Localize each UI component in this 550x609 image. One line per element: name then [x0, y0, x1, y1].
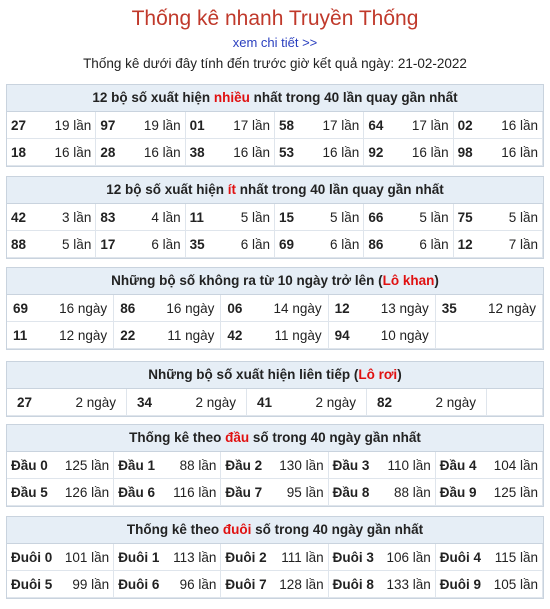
stat-key: Đầu 0	[11, 458, 48, 473]
stat-key: 02	[457, 118, 473, 133]
stat-cell	[329, 295, 436, 322]
least-frequent-grid	[7, 204, 543, 258]
stat-cell	[275, 231, 364, 258]
lo-khan-grid	[7, 295, 543, 349]
stat-count: 6 lần	[240, 237, 270, 252]
stat-cell	[329, 479, 436, 506]
stat-cell	[7, 295, 114, 322]
stat-cell	[329, 571, 436, 598]
stat-count: 2 ngày	[75, 395, 116, 410]
stat-key: Đầu 9	[439, 485, 477, 500]
lo-khan-header: Những bộ số không ra từ 10 ngày trở lên (Lô khan)	[7, 268, 543, 295]
stat-count: 12 ngày	[487, 301, 536, 316]
stat-cell	[436, 544, 543, 571]
stat-cell	[7, 139, 96, 166]
stat-count: 5 lần	[330, 210, 360, 225]
lo-roi-panel	[6, 361, 544, 417]
stat-cell	[114, 322, 221, 349]
stat-key: 97	[100, 118, 116, 133]
stat-count: 116 lần	[173, 485, 217, 500]
stat-count: 5 lần	[240, 210, 270, 225]
stat-key: Đuôi 2	[225, 550, 267, 565]
least-frequent-panel	[6, 176, 544, 259]
stat-key: Đuôi 0	[11, 550, 53, 565]
stat-cell	[114, 295, 221, 322]
least-frequent-header: 12 bộ số xuất hiện ít nhất trong 40 lần quay gần nhất	[7, 177, 543, 204]
stat-cell	[275, 204, 364, 231]
most-frequent-header: 12 bộ số xuất hiện nhiều nhất trong 40 lần quay gần nhất	[7, 85, 543, 112]
empty-cell	[487, 389, 543, 416]
stat-key: 86	[120, 301, 136, 316]
stat-cell	[329, 452, 436, 479]
stat-key: 17	[100, 237, 116, 252]
stat-count: 16 ngày	[166, 301, 215, 316]
page-title: Thống kê nhanh Truyền Thống	[131, 7, 419, 30]
stat-cell	[186, 231, 275, 258]
stat-count: 104 lần	[493, 458, 538, 473]
stat-cell	[454, 112, 543, 139]
stat-key: 28	[100, 145, 116, 160]
stat-cell	[114, 544, 221, 571]
stat-key: Đuôi 6	[118, 577, 160, 592]
stat-key: 35	[441, 301, 457, 316]
stat-cell	[221, 452, 328, 479]
stat-key: Đầu 3	[332, 458, 370, 473]
stat-count: 125 lần	[64, 458, 110, 473]
stat-key: 11	[13, 328, 28, 343]
stat-count: 16 lần	[501, 145, 538, 160]
stat-key: Đuôi 5	[11, 577, 53, 592]
view-details-link[interactable]: xem chi tiết >>	[232, 35, 318, 50]
stat-cell	[454, 139, 543, 166]
stat-key: 15	[279, 210, 295, 225]
stat-key: Đuôi 1	[118, 550, 160, 565]
stat-cell	[275, 112, 364, 139]
dau-header: Thống kê theo đầu số trong 40 ngày gần nhất	[7, 425, 543, 452]
dau-panel	[6, 424, 544, 507]
stat-count: 111 lần	[281, 550, 324, 565]
stat-count: 6 lần	[151, 237, 181, 252]
stat-key: 34	[137, 395, 153, 410]
dau-grid	[7, 452, 543, 506]
stat-cell	[436, 571, 543, 598]
stat-cell	[221, 295, 328, 322]
stat-cell	[329, 544, 436, 571]
lo-roi-grid	[7, 389, 543, 416]
stat-key: 18	[11, 145, 27, 160]
stat-key: 82	[377, 395, 393, 410]
stat-key: 69	[13, 301, 29, 316]
stat-cell	[186, 139, 275, 166]
stat-count: 133 lần	[386, 577, 431, 592]
stat-cell	[221, 322, 328, 349]
stat-count: 6 lần	[330, 237, 360, 252]
stat-count: 14 ngày	[273, 301, 322, 316]
stat-cell	[186, 204, 275, 231]
stat-count: 4 lần	[151, 210, 181, 225]
stat-count: 17 lần	[411, 118, 449, 133]
stat-cell	[114, 479, 221, 506]
stat-count: 99 lần	[72, 577, 110, 592]
stat-cell	[7, 231, 96, 258]
stat-key: 11	[189, 210, 204, 225]
stat-cell	[454, 204, 543, 231]
stat-count: 16 lần	[411, 145, 449, 160]
stat-count: 16 lần	[501, 118, 538, 133]
stat-cell	[367, 389, 487, 416]
stat-cell	[7, 112, 96, 139]
stat-cell	[436, 479, 543, 506]
stat-count: 106 lần	[386, 550, 431, 565]
stat-key: Đuôi 7	[225, 577, 267, 592]
stat-key: 92	[368, 145, 384, 160]
stat-key: 42	[11, 210, 27, 225]
stat-count: 5 lần	[419, 210, 449, 225]
stat-cell	[454, 231, 543, 258]
stat-key: 22	[120, 328, 136, 343]
stat-key: 98	[457, 145, 473, 160]
empty-cell	[436, 322, 543, 349]
stat-count: 115 lần	[494, 550, 538, 565]
stat-count: 88 lần	[394, 485, 431, 500]
stat-cell	[7, 452, 114, 479]
stat-count: 130 lần	[279, 458, 324, 473]
stat-key: 66	[368, 210, 384, 225]
stat-key: 53	[279, 145, 295, 160]
stat-key: 35	[189, 237, 205, 252]
stat-key: Đầu 7	[225, 485, 263, 500]
stat-cell	[275, 139, 364, 166]
stat-count: 11 ngày	[274, 328, 322, 343]
stat-cell	[7, 389, 127, 416]
stat-cell	[247, 389, 367, 416]
stat-count: 5 lần	[62, 237, 92, 252]
stat-key: Đầu 2	[225, 458, 263, 473]
stat-cell	[186, 112, 275, 139]
stat-count: 11 ngày	[167, 328, 215, 343]
stat-key: 86	[368, 237, 384, 252]
stat-key: 38	[189, 145, 205, 160]
stat-count: 110 lần	[387, 458, 431, 473]
stat-cell	[436, 295, 543, 322]
duoi-grid	[7, 544, 543, 598]
most-frequent-panel	[6, 84, 544, 167]
stat-key: 83	[100, 210, 116, 225]
stat-key: 69	[279, 237, 295, 252]
stat-count: 2 ngày	[315, 395, 356, 410]
stat-key: Đuôi 3	[332, 550, 374, 565]
stat-cell	[96, 231, 185, 258]
stat-key: 06	[227, 301, 243, 316]
stat-cell	[96, 204, 185, 231]
stat-cell	[114, 452, 221, 479]
stat-key: Đuôi 4	[439, 550, 482, 565]
lo-khan-panel	[6, 267, 544, 350]
stat-count: 3 lần	[62, 210, 92, 225]
stat-count: 7 lần	[508, 237, 538, 252]
most-frequent-grid	[7, 112, 543, 166]
stat-count: 17 lần	[322, 118, 360, 133]
stat-cell	[364, 231, 453, 258]
stat-cell	[364, 204, 453, 231]
stat-key: 42	[227, 328, 243, 343]
stat-key: Đầu 6	[118, 485, 155, 500]
stat-count: 16 lần	[322, 145, 360, 160]
stat-key: 88	[11, 237, 27, 252]
lo-roi-header: Những bộ số xuất hiện liên tiếp (Lô rơi)	[7, 362, 543, 389]
stat-count: 16 ngày	[59, 301, 108, 316]
stat-cell	[221, 571, 328, 598]
duoi-header: Thống kê theo đuôi số trong 40 ngày gần nhất	[7, 517, 543, 544]
stat-key: 01	[189, 118, 205, 133]
stat-cell	[7, 479, 114, 506]
stat-count: 19 lần	[143, 118, 181, 133]
stat-cell	[364, 139, 453, 166]
stat-count: 128 lần	[279, 577, 324, 592]
stat-count: 105 lần	[493, 577, 538, 592]
stat-count: 2 ngày	[195, 395, 236, 410]
page-subtitle: Thống kê dưới đây tính đến trước giờ kết quả ngày: 21-02-2022	[83, 56, 467, 71]
stat-count: 12 ngày	[59, 328, 108, 343]
stat-key: 27	[11, 118, 27, 133]
stat-count: 95 lần	[286, 485, 324, 500]
stat-cell	[96, 112, 185, 139]
stat-count: 13 ngày	[380, 301, 429, 316]
stat-cell	[7, 322, 114, 349]
stat-cell	[96, 139, 185, 166]
stat-count: 10 ngày	[380, 328, 429, 343]
stat-key: 94	[334, 328, 350, 343]
stat-count: 96 lần	[179, 577, 217, 592]
stat-cell	[7, 571, 114, 598]
stat-count: 19 lần	[54, 118, 92, 133]
stat-key: Đầu 1	[118, 458, 155, 473]
stat-key: Đầu 4	[439, 458, 477, 473]
stat-cell	[7, 544, 114, 571]
stat-cell	[364, 112, 453, 139]
duoi-panel	[6, 516, 544, 599]
stat-count: 16 lần	[54, 145, 92, 160]
stat-cell	[329, 322, 436, 349]
stat-count: 113 lần	[173, 550, 217, 565]
stat-count: 16 lần	[233, 145, 270, 160]
stat-count: 88 lần	[179, 458, 217, 473]
stat-cell	[436, 452, 543, 479]
stat-key: 41	[257, 395, 273, 410]
stat-key: 27	[17, 395, 33, 410]
stat-cell	[114, 571, 221, 598]
stat-count: 16 lần	[143, 145, 181, 160]
stat-key: 12	[334, 301, 350, 316]
stat-key: 75	[457, 210, 473, 225]
stat-count: 17 lần	[233, 118, 270, 133]
stat-key: 64	[368, 118, 384, 133]
stat-key: 12	[457, 237, 473, 252]
stat-key: Đuôi 9	[439, 577, 482, 592]
stat-cell	[221, 479, 328, 506]
stat-key: Đầu 5	[11, 485, 48, 500]
stat-count: 2 ngày	[435, 395, 476, 410]
stat-cell	[127, 389, 247, 416]
stat-cell	[7, 204, 96, 231]
stat-count: 125 lần	[493, 485, 538, 500]
stat-count: 101 lần	[64, 550, 110, 565]
stat-count: 126 lần	[64, 485, 110, 500]
stat-key: Đầu 8	[332, 485, 370, 500]
stat-count: 6 lần	[419, 237, 449, 252]
stat-cell	[221, 544, 328, 571]
stat-key: 58	[279, 118, 295, 133]
stat-count: 5 lần	[508, 210, 538, 225]
stat-key: Đuôi 8	[332, 577, 374, 592]
